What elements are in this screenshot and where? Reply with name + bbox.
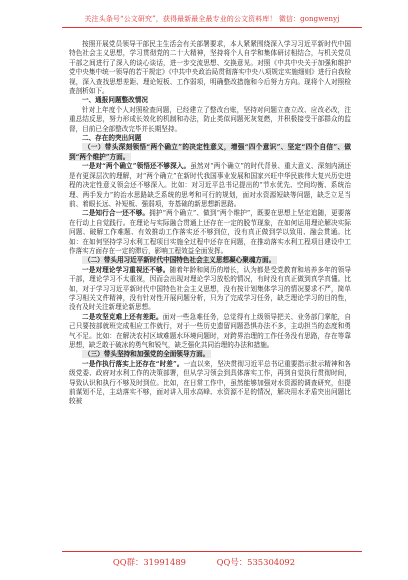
footer-qq-account: QQ号：535304092 bbox=[216, 557, 296, 567]
section-heading-one: 一、通报问题整改情况 bbox=[82, 96, 148, 105]
point-paragraph bbox=[69, 360, 351, 407]
point-lead: 一是对理论学习重视还不够。 bbox=[82, 265, 170, 274]
footer-divider bbox=[62, 551, 362, 552]
subheading-two-one bbox=[69, 143, 351, 162]
subheading-two-three-text: （三）带头坚持和加强党的全面领导方面。 bbox=[84, 350, 210, 359]
point-paragraph bbox=[69, 162, 351, 209]
point-text: 一直以来，坚决贯彻习近平总书记重要指示批示精神和各级党委、政府对水利工作的决策部署，但从学习领会到具体落实工作，再到自觉执行贯彻时间，导致认识和执行不够及时到位。比如，在日常工作中，虽然能够加强对水资源的调查研究，但提前谋划不足，主动落实不够，面对讲入用水高峰、水资源不足的情况，解决用水矛盾突出问题比较被 bbox=[69, 359, 352, 406]
subheading-two-two bbox=[69, 256, 351, 265]
header-divider bbox=[62, 27, 362, 28]
subheading-two-one-text: （一）带头深刻领悟“两个确立”的决定性意义，增强“四个意识”、坚定“四个自信”、做到“两个维护”方面。 bbox=[69, 143, 351, 161]
page-footer bbox=[0, 556, 408, 568]
point-text: 虽然对“两个确立”的时代背景、重大意义、深刻内涵还是有更深层次的理解，对“两个确立”在新时代我国事业发展和国家兴旺中华民族伟大复兴历史进程的决定性意义领会还不够深入。比如：对习近平总书记提出的“节水优先、空间均衡、系统治理、两手发力”的治水思路缺乏系统的思考和可行的规划，面对水资源短缺等问题，缺乏立足当前、着眼长远、补短板、强弱项，夯基础的新思想新思路。 bbox=[69, 162, 351, 208]
subheading-two-two-text: （二）带头用习近平新时代中国特色社会主义思想凝心聚魂方面。 bbox=[84, 256, 276, 265]
footer-qq-group: QQ群：31991489 bbox=[112, 557, 186, 567]
point-paragraph bbox=[69, 313, 351, 351]
section-one-paragraph: 针对上年度个人对照检查问题，已经建立了整改台账，坚持对问题立查立改、应改必改，注重总结反思，努力形成长效化的机制和办法，防止类似问题死灰复燃，并积极接受干部群众的监督，目前已全部整改完毕并长期坚持。 bbox=[69, 105, 351, 133]
point-paragraph bbox=[69, 266, 351, 313]
subheading-two-three bbox=[69, 350, 351, 359]
point-text: 随着年龄和阅历的增长，认为都是受党教育和培养多年的领导干部，理论学习不太重视，因而会出现对理论学习放松的情况，有时没有真正做到真学真懂。比如，对于学习习近平新时代中国特色社会主义思想，没有按计划集体学习的情况要求不严，简单学习相关文件精神，没有针对性开展问题分析，只为了完成学习任务，缺乏理论学习的目的性，没有及时关注新理论新思想。 bbox=[69, 265, 351, 312]
point-lead: 二是知行合一还不够。 bbox=[82, 209, 150, 218]
document-body bbox=[69, 40, 351, 407]
page-header-banner: 关注头条号“公文研究”，获得最新最全最专业的公文资料库！ 微信：gongwenyj bbox=[84, 15, 340, 23]
section-heading-two: 二、存在的突出问题 bbox=[82, 134, 142, 143]
point-text: 拥护“两个确立”、做到“两个维护”，既要在思想上坚定追随，更要落在行动上自觉践行。在理论与实际融合贯通上还存在一定的脱节现象，在如何运用理论解决实际问题、破解工作难题、有效推动工作落实还不够到位，没有真正做到学以致用、融会贯通。比如：在如何坚持学习水利工程项目实施全过程中还存在问题，在推动落实水利工程项目建设中工作落实方面存在一定的滞后，影响工程效益全面发挥。 bbox=[69, 209, 352, 255]
point-lead: 一是对“两个确立”领悟还不够深入。 bbox=[82, 162, 191, 171]
point-lead: 一是作执行落实上还存在“时差”。 bbox=[82, 359, 184, 368]
point-text: 面对一些急难任务，总觉得有上级领导把关、业务部门掌舵，自己只要按部就班完成相应工作就行，对于一些历史遗留问题恐惧办法不多，主动担当的态度和勇气不足。比如：在解决农村区域难题水环境问题时，对跨界治理的工作任务没有思路，存在等靠思想，缺乏敢于破冰的勇气和锐气，缺乏强化共同治理的办法和措施。 bbox=[69, 312, 352, 349]
intro-paragraph: 按照开展党员领导干部民主生活会有关部署要求，本人紧紧围绕深入学习习近平新时代中国特色社会主义思想，学习贯彻党的二十大精神，坚持将个人自学和集体研讨相结合，与机关党员干部之间进行了深入的谈心谈话，进一步交流思想、交换意见。对照《中共中央关于加强和维护党中央集中统一领导的若干规定》《中共中央政治局贯彻落实中央八项规定实施细则》进行自我检视，深入查找思想差距、理论短板、工作弱项，明确整改措施和今后努力方向。现将个人对照检查剖析如下。 bbox=[69, 40, 351, 96]
point-paragraph bbox=[69, 209, 351, 256]
point-lead: 二是攻坚克难上还有差距。 bbox=[82, 312, 163, 321]
